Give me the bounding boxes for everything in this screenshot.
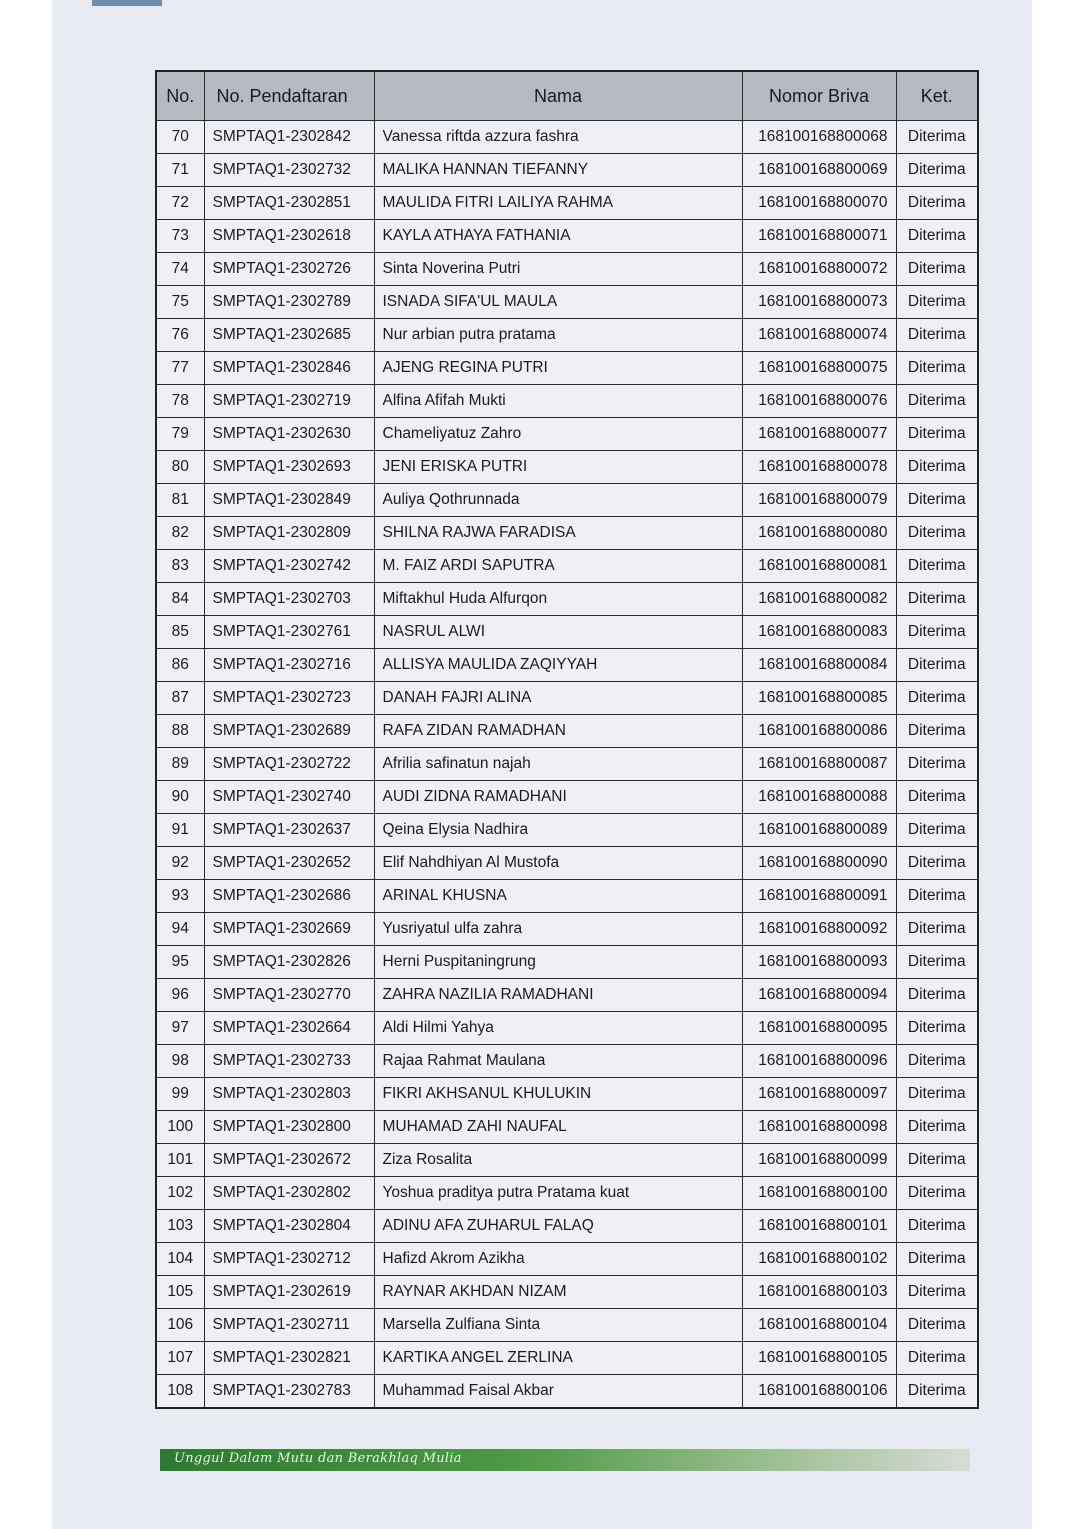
cell-status: Diterima [896, 715, 978, 748]
table-row [156, 418, 978, 451]
table-row [156, 583, 978, 616]
cell-briva-number: 168100168800095 [742, 1012, 896, 1045]
cell-no: 106 [156, 1309, 204, 1342]
cell-registration-number: SMPTAQ1-2302732 [204, 154, 374, 187]
cell-status: Diterima [896, 682, 978, 715]
cell-registration-number: SMPTAQ1-2302669 [204, 913, 374, 946]
cell-briva-number: 168100168800076 [742, 385, 896, 418]
footer-motto: Unggul Dalam Mutu dan Berakhlaq Mulia [174, 1451, 462, 1466]
table-row [156, 649, 978, 682]
table-row [156, 1375, 978, 1409]
cell-briva-number: 168100168800073 [742, 286, 896, 319]
table-row [156, 121, 978, 154]
footer-band [160, 1449, 970, 1471]
cell-registration-number: SMPTAQ1-2302689 [204, 715, 374, 748]
table-row [156, 319, 978, 352]
cell-status: Diterima [896, 1012, 978, 1045]
cell-status: Diterima [896, 1210, 978, 1243]
cell-name: MALIKA HANNAN TIEFANNY [374, 154, 742, 187]
cell-status: Diterima [896, 550, 978, 583]
cell-no: 101 [156, 1144, 204, 1177]
cell-no: 83 [156, 550, 204, 583]
table-row [156, 1210, 978, 1243]
cell-no: 95 [156, 946, 204, 979]
cell-name: ARINAL KHUSNA [374, 880, 742, 913]
cell-briva-number: 168100168800071 [742, 220, 896, 253]
cell-briva-number: 168100168800102 [742, 1243, 896, 1276]
cell-status: Diterima [896, 121, 978, 154]
table-row [156, 1045, 978, 1078]
cell-no: 105 [156, 1276, 204, 1309]
cell-name: RAFA ZIDAN RAMADHAN [374, 715, 742, 748]
cell-status: Diterima [896, 748, 978, 781]
cell-briva-number: 168100168800081 [742, 550, 896, 583]
cell-briva-number: 168100168800090 [742, 847, 896, 880]
cell-registration-number: SMPTAQ1-2302733 [204, 1045, 374, 1078]
table-row [156, 1111, 978, 1144]
cell-name: FIKRI AKHSANUL KHULUKIN [374, 1078, 742, 1111]
cell-briva-number: 168100168800103 [742, 1276, 896, 1309]
cell-name: Qeina Elysia Nadhira [374, 814, 742, 847]
cell-no: 98 [156, 1045, 204, 1078]
admission-table [155, 70, 979, 1409]
cell-name: Yusriyatul ulfa zahra [374, 913, 742, 946]
table-row [156, 748, 978, 781]
header-status: Ket. [896, 71, 978, 121]
cell-registration-number: SMPTAQ1-2302719 [204, 385, 374, 418]
cell-no: 81 [156, 484, 204, 517]
table-row [156, 946, 978, 979]
cell-briva-number: 168100168800080 [742, 517, 896, 550]
cell-registration-number: SMPTAQ1-2302723 [204, 682, 374, 715]
cell-status: Diterima [896, 220, 978, 253]
table-row [156, 550, 978, 583]
cell-no: 92 [156, 847, 204, 880]
cell-registration-number: SMPTAQ1-2302803 [204, 1078, 374, 1111]
cell-registration-number: SMPTAQ1-2302630 [204, 418, 374, 451]
cell-briva-number: 168100168800100 [742, 1177, 896, 1210]
cell-status: Diterima [896, 385, 978, 418]
cell-no: 89 [156, 748, 204, 781]
cell-briva-number: 168100168800077 [742, 418, 896, 451]
cell-no: 72 [156, 187, 204, 220]
table-row [156, 286, 978, 319]
cell-briva-number: 168100168800078 [742, 451, 896, 484]
cell-no: 74 [156, 253, 204, 286]
cell-status: Diterima [896, 418, 978, 451]
cell-briva-number: 168100168800105 [742, 1342, 896, 1375]
cell-registration-number: SMPTAQ1-2302809 [204, 517, 374, 550]
cell-no: 88 [156, 715, 204, 748]
cell-name: Chameliyatuz Zahro [374, 418, 742, 451]
cell-no: 100 [156, 1111, 204, 1144]
cell-name: Sinta Noverina Putri [374, 253, 742, 286]
cell-name: ZAHRA NAZILIA RAMADHANI [374, 979, 742, 1012]
cell-registration-number: SMPTAQ1-2302685 [204, 319, 374, 352]
header-name: Nama [374, 71, 742, 121]
cell-no: 85 [156, 616, 204, 649]
cell-name: M. FAIZ ARDI SAPUTRA [374, 550, 742, 583]
cell-briva-number: 168100168800099 [742, 1144, 896, 1177]
cell-no: 93 [156, 880, 204, 913]
cell-no: 104 [156, 1243, 204, 1276]
cell-name: AUDI ZIDNA RAMADHANI [374, 781, 742, 814]
table-row [156, 682, 978, 715]
cell-name: Afrilia safinatun najah [374, 748, 742, 781]
cell-name: ALLISYA MAULIDA ZAQIYYAH [374, 649, 742, 682]
cell-briva-number: 168100168800072 [742, 253, 896, 286]
cell-briva-number: 168100168800091 [742, 880, 896, 913]
cell-name: Hafizd Akrom Azikha [374, 1243, 742, 1276]
cell-status: Diterima [896, 1375, 978, 1409]
cell-name: Auliya Qothrunnada [374, 484, 742, 517]
cell-registration-number: SMPTAQ1-2302722 [204, 748, 374, 781]
cell-no: 91 [156, 814, 204, 847]
table-row [156, 154, 978, 187]
cell-briva-number: 168100168800085 [742, 682, 896, 715]
cell-status: Diterima [896, 1342, 978, 1375]
cell-briva-number: 168100168800094 [742, 979, 896, 1012]
cell-briva-number: 168100168800082 [742, 583, 896, 616]
cell-briva-number: 168100168800069 [742, 154, 896, 187]
cell-name: Miftakhul Huda Alfurqon [374, 583, 742, 616]
table-row [156, 1276, 978, 1309]
cell-no: 73 [156, 220, 204, 253]
cell-status: Diterima [896, 154, 978, 187]
table-row [156, 847, 978, 880]
cell-name: NASRUL ALWI [374, 616, 742, 649]
cell-name: DANAH FAJRI ALINA [374, 682, 742, 715]
cell-status: Diterima [896, 880, 978, 913]
corner-mark [92, 0, 162, 6]
scan-margin [0, 0, 52, 1529]
table-row [156, 715, 978, 748]
cell-name: JENI ERISKA PUTRI [374, 451, 742, 484]
cell-registration-number: SMPTAQ1-2302842 [204, 121, 374, 154]
cell-name: Rajaa Rahmat Maulana [374, 1045, 742, 1078]
cell-registration-number: SMPTAQ1-2302761 [204, 616, 374, 649]
cell-no: 77 [156, 352, 204, 385]
table-row [156, 1309, 978, 1342]
cell-briva-number: 168100168800083 [742, 616, 896, 649]
cell-registration-number: SMPTAQ1-2302802 [204, 1177, 374, 1210]
cell-no: 71 [156, 154, 204, 187]
cell-registration-number: SMPTAQ1-2302770 [204, 979, 374, 1012]
cell-status: Diterima [896, 946, 978, 979]
cell-status: Diterima [896, 517, 978, 550]
table-row [156, 1243, 978, 1276]
cell-status: Diterima [896, 484, 978, 517]
cell-name: Yoshua praditya putra Pratama kuat [374, 1177, 742, 1210]
cell-briva-number: 168100168800084 [742, 649, 896, 682]
cell-no: 76 [156, 319, 204, 352]
cell-briva-number: 168100168800106 [742, 1375, 896, 1409]
cell-registration-number: SMPTAQ1-2302849 [204, 484, 374, 517]
table-row [156, 385, 978, 418]
cell-registration-number: SMPTAQ1-2302804 [204, 1210, 374, 1243]
cell-briva-number: 168100168800093 [742, 946, 896, 979]
cell-no: 107 [156, 1342, 204, 1375]
cell-registration-number: SMPTAQ1-2302619 [204, 1276, 374, 1309]
cell-registration-number: SMPTAQ1-2302712 [204, 1243, 374, 1276]
cell-no: 102 [156, 1177, 204, 1210]
cell-registration-number: SMPTAQ1-2302618 [204, 220, 374, 253]
cell-registration-number: SMPTAQ1-2302664 [204, 1012, 374, 1045]
table-row [156, 352, 978, 385]
cell-status: Diterima [896, 352, 978, 385]
cell-no: 75 [156, 286, 204, 319]
cell-no: 78 [156, 385, 204, 418]
cell-registration-number: SMPTAQ1-2302789 [204, 286, 374, 319]
cell-name: KAYLA ATHAYA FATHANIA [374, 220, 742, 253]
header-registration-number: No. Pendaftaran [204, 71, 374, 121]
cell-status: Diterima [896, 1276, 978, 1309]
table-body [156, 121, 978, 1409]
cell-status: Diterima [896, 1045, 978, 1078]
table-row [156, 1078, 978, 1111]
header-no: No. [156, 71, 204, 121]
cell-no: 99 [156, 1078, 204, 1111]
cell-status: Diterima [896, 616, 978, 649]
cell-briva-number: 168100168800086 [742, 715, 896, 748]
cell-status: Diterima [896, 1111, 978, 1144]
table-row [156, 781, 978, 814]
cell-status: Diterima [896, 781, 978, 814]
cell-registration-number: SMPTAQ1-2302672 [204, 1144, 374, 1177]
cell-status: Diterima [896, 913, 978, 946]
table-row [156, 814, 978, 847]
cell-name: Muhammad Faisal Akbar [374, 1375, 742, 1409]
cell-name: Marsella Zulfiana Sinta [374, 1309, 742, 1342]
table-row [156, 880, 978, 913]
table-header [156, 71, 978, 121]
cell-name: SHILNA RAJWA FARADISA [374, 517, 742, 550]
cell-briva-number: 168100168800092 [742, 913, 896, 946]
cell-name: Aldi Hilmi Yahya [374, 1012, 742, 1045]
cell-registration-number: SMPTAQ1-2302686 [204, 880, 374, 913]
cell-registration-number: SMPTAQ1-2302693 [204, 451, 374, 484]
table-row [156, 616, 978, 649]
cell-registration-number: SMPTAQ1-2302851 [204, 187, 374, 220]
table-row [156, 1342, 978, 1375]
table-row [156, 1144, 978, 1177]
cell-status: Diterima [896, 1309, 978, 1342]
cell-name: Ziza Rosalita [374, 1144, 742, 1177]
cell-no: 108 [156, 1375, 204, 1409]
cell-status: Diterima [896, 319, 978, 352]
cell-no: 80 [156, 451, 204, 484]
cell-status: Diterima [896, 1177, 978, 1210]
table-row [156, 1012, 978, 1045]
cell-briva-number: 168100168800070 [742, 187, 896, 220]
cell-registration-number: SMPTAQ1-2302726 [204, 253, 374, 286]
cell-registration-number: SMPTAQ1-2302783 [204, 1375, 374, 1409]
cell-status: Diterima [896, 814, 978, 847]
cell-registration-number: SMPTAQ1-2302826 [204, 946, 374, 979]
cell-status: Diterima [896, 847, 978, 880]
cell-no: 82 [156, 517, 204, 550]
cell-no: 70 [156, 121, 204, 154]
cell-registration-number: SMPTAQ1-2302637 [204, 814, 374, 847]
header-briva-number: Nomor Briva [742, 71, 896, 121]
cell-briva-number: 168100168800096 [742, 1045, 896, 1078]
cell-briva-number: 168100168800088 [742, 781, 896, 814]
cell-status: Diterima [896, 649, 978, 682]
cell-no: 79 [156, 418, 204, 451]
cell-briva-number: 168100168800087 [742, 748, 896, 781]
cell-name: Nur arbian putra pratama [374, 319, 742, 352]
cell-briva-number: 168100168800098 [742, 1111, 896, 1144]
cell-status: Diterima [896, 1078, 978, 1111]
cell-no: 103 [156, 1210, 204, 1243]
cell-registration-number: SMPTAQ1-2302846 [204, 352, 374, 385]
cell-briva-number: 168100168800089 [742, 814, 896, 847]
cell-registration-number: SMPTAQ1-2302716 [204, 649, 374, 682]
cell-registration-number: SMPTAQ1-2302652 [204, 847, 374, 880]
cell-no: 84 [156, 583, 204, 616]
table-row [156, 517, 978, 550]
cell-status: Diterima [896, 253, 978, 286]
cell-registration-number: SMPTAQ1-2302742 [204, 550, 374, 583]
cell-no: 90 [156, 781, 204, 814]
table-row [156, 913, 978, 946]
cell-briva-number: 168100168800097 [742, 1078, 896, 1111]
cell-name: Herni Puspitaningrung [374, 946, 742, 979]
cell-name: RAYNAR AKHDAN NIZAM [374, 1276, 742, 1309]
cell-status: Diterima [896, 187, 978, 220]
cell-no: 86 [156, 649, 204, 682]
cell-briva-number: 168100168800104 [742, 1309, 896, 1342]
cell-no: 97 [156, 1012, 204, 1045]
cell-status: Diterima [896, 286, 978, 319]
cell-briva-number: 168100168800101 [742, 1210, 896, 1243]
cell-name: Elif Nahdhiyan Al Mustofa [374, 847, 742, 880]
table-row [156, 253, 978, 286]
table-row [156, 220, 978, 253]
cell-briva-number: 168100168800075 [742, 352, 896, 385]
cell-status: Diterima [896, 1243, 978, 1276]
cell-briva-number: 168100168800079 [742, 484, 896, 517]
table-row [156, 187, 978, 220]
table-row [156, 484, 978, 517]
cell-status: Diterima [896, 979, 978, 1012]
cell-no: 87 [156, 682, 204, 715]
cell-name: ISNADA SIFA'UL MAULA [374, 286, 742, 319]
cell-name: Vanessa riftda azzura fashra [374, 121, 742, 154]
header-row [156, 71, 978, 121]
cell-registration-number: SMPTAQ1-2302740 [204, 781, 374, 814]
cell-registration-number: SMPTAQ1-2302711 [204, 1309, 374, 1342]
cell-status: Diterima [896, 1144, 978, 1177]
cell-status: Diterima [896, 451, 978, 484]
cell-name: Alfina Afifah Mukti [374, 385, 742, 418]
cell-no: 96 [156, 979, 204, 1012]
table-row [156, 979, 978, 1012]
table-row [156, 451, 978, 484]
cell-registration-number: SMPTAQ1-2302800 [204, 1111, 374, 1144]
cell-briva-number: 168100168800068 [742, 121, 896, 154]
cell-name: ADINU AFA ZUHARUL FALAQ [374, 1210, 742, 1243]
cell-briva-number: 168100168800074 [742, 319, 896, 352]
cell-status: Diterima [896, 583, 978, 616]
table-row [156, 1177, 978, 1210]
cell-name: AJENG REGINA PUTRI [374, 352, 742, 385]
cell-no: 94 [156, 913, 204, 946]
cell-name: MAULIDA FITRI LAILIYA RAHMA [374, 187, 742, 220]
cell-name: MUHAMAD ZAHI NAUFAL [374, 1111, 742, 1144]
cell-registration-number: SMPTAQ1-2302703 [204, 583, 374, 616]
cell-name: KARTIKA ANGEL ZERLINA [374, 1342, 742, 1375]
cell-registration-number: SMPTAQ1-2302821 [204, 1342, 374, 1375]
